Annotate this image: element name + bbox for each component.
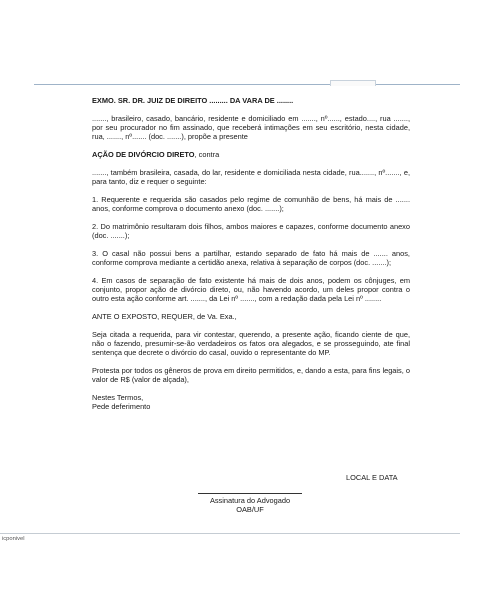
document-heading: EXMO. SR. DR. JUIZ DE DIREITO ......... DA VARA DE ........ — [92, 96, 294, 105]
evidence-paragraph: Protesta por todos os gêneros de prova em direito permitidos, e, dando a esta, para fins legais, o valor de R$ (valor de alçada), — [92, 365, 410, 384]
closing-block — [92, 393, 410, 411]
closing-line-2: Pede deferimento — [92, 402, 151, 411]
signature-oab: OAB/UF — [236, 505, 264, 515]
action-suffix: , contra — [194, 149, 220, 159]
footer-divider — [0, 533, 460, 534]
request-heading: ANTE O EXPOSTO, REQUER, de Va. Exa., — [92, 311, 237, 321]
intro-paragraph: ......., brasileiro, casado, bancário, residente e domiciliado em ......., nº......, estado...., rua ......., por seu procurador no fim assinado, que receberá intimações em seu escritório, nesta cidade, rua, ......., nº....... (doc. .......), propõe a presente — [92, 113, 410, 141]
request-body: Seja citada a requerida, para vir contestar, querendo, a presente ação, ficando ciente de que, não o fazendo, presumir-se-ão verdadeiros os fatos ora alegados, e se prosseguindo, ate final sentença que decrete o divórcio do casal, ouvido o representante do MP. — [92, 329, 410, 357]
signature-name: Assinatura do Advogado — [209, 496, 291, 505]
top-divider — [34, 84, 460, 85]
item-4: 4. Em casos de separação de fato existente há mais de dois anos, podem os cônjuges, em conjunto, propor ação de divórcio direto, ou, não havendo acordo, um deles propor contra o outro esta ação conforme art. ......., da Lei nº ......., com a redação dada pela Lei nº ........ — [92, 275, 410, 303]
signature-line — [198, 493, 302, 494]
signature-block — [198, 493, 302, 514]
defendant-paragraph: ......., também brasileira, casada, do lar, residente e domiciliada nesta cidade, rua......., nº......., e, para tanto, diz e requer o seguinte: — [92, 167, 410, 186]
footer-label: icponivel — [2, 536, 25, 542]
item-1: 1. Requerente e requerida são casados pelo regime de comunhão de bens, há mais de ....... anos, conforme comprova o documento anexo (doc. .......); — [92, 194, 410, 213]
top-tab-marker — [330, 80, 376, 86]
item-3: 3. O casal não possui bens a partilhar, estando separado de fato há mais de ....... anos, conforme comprova mediante a certidão anexa, relativa à separação de corpos (doc. .......); — [92, 248, 410, 267]
closing-line-1: Nestes Termos, — [92, 392, 144, 402]
action-title: AÇÃO DE DIVÓRCIO DIRETO — [92, 149, 195, 159]
item-2: 2. Do matrimônio resultaram dois filhos, ambos maiores e capazes, conforme documento anexo (doc. .......); — [92, 221, 410, 240]
action-paragraph — [92, 150, 410, 159]
local-date: LOCAL E DATA — [346, 473, 398, 482]
document-page — [92, 96, 410, 425]
